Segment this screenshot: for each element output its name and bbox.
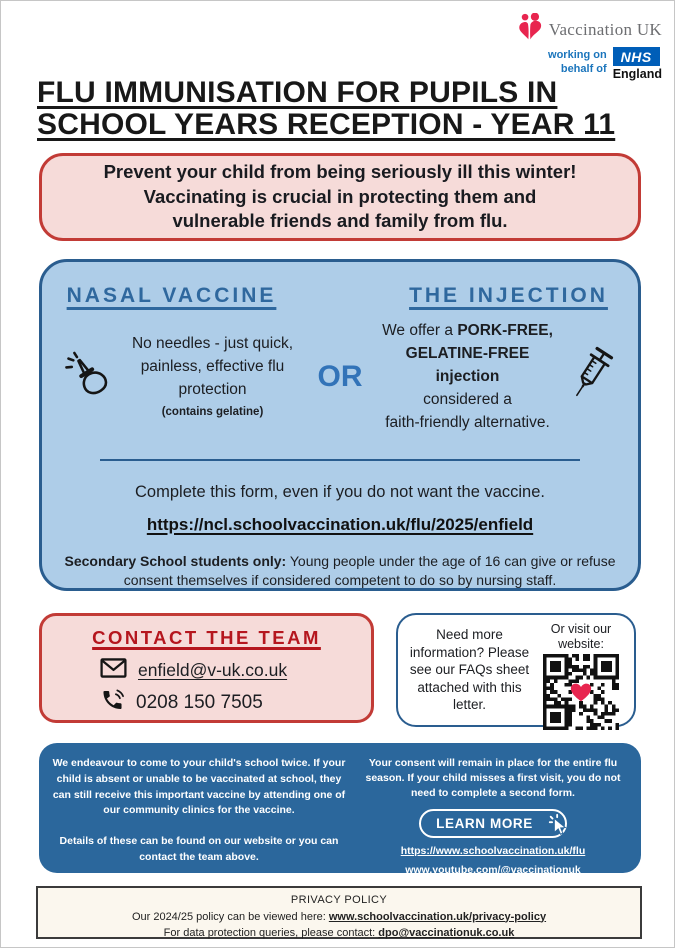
cursor-icon (547, 813, 571, 843)
consent-form-link[interactable]: https://ncl.schoolvaccination.uk/flu/2025/enfield (146, 514, 534, 534)
gelatine-note: (contains gelatine) (161, 406, 264, 419)
panel-youtube-link[interactable]: www.youtube.com/@vaccinationuk (405, 864, 581, 877)
or-label: OR (317, 360, 363, 394)
qr-code[interactable] (543, 654, 619, 730)
privacy-line-2: For data protection queries, please contact: dpo@vaccinationuk.co.uk (163, 927, 515, 939)
learn-more-button[interactable]: LEARN MORE (419, 809, 567, 839)
divider (100, 459, 580, 461)
panel-website-link[interactable]: https://www.schoolvaccination.uk/flu (400, 845, 586, 858)
panel-right-paragraph: Your consent will remain in place for the entire flu season. If your child misses a first visit, you do not need to complete a second form. (365, 757, 621, 800)
heart-logo-icon (515, 13, 545, 46)
nasal-spray-icon (58, 338, 122, 416)
injection-description: We offer a PORK-FREE, GELATINE-FREE injection considered a faith-friendly alternative. (382, 322, 553, 431)
page-title (37, 77, 649, 142)
privacy-policy-link[interactable]: www.schoolvaccination.uk/privacy-policy (328, 910, 547, 923)
header-logo (484, 13, 662, 81)
privacy-policy-box (36, 886, 642, 939)
nhs-logo-box: NHS (613, 47, 660, 66)
faq-box (396, 613, 636, 727)
page-title-line1: FLU IMMUNISATION FOR PUPILS IN (37, 76, 558, 109)
form-instruction: Complete this form, even if you do not want the vaccine. (135, 482, 545, 501)
injection-heading: THE INJECTION (409, 284, 608, 307)
contact-phone[interactable]: 0208 150 7505 (136, 692, 263, 713)
page-title-line2: SCHOOL YEARS RECEPTION - YEAR 11 (37, 108, 616, 142)
panel-left-paragraph-1: We endeavour to come to your child's school twice. If your child is absent or unable to be vaccinated at school, they can still receive this important vaccine by attending one of our community clinics for the vaccine. (52, 757, 346, 817)
nhs-logo (613, 47, 662, 81)
consent-note: Secondary School students only: Young people under the age of 16 can give or refuse consent themselves if considered competent to do so by nursing staff. (64, 552, 616, 588)
syringe-icon (558, 336, 622, 418)
privacy-title: PRIVACY POLICY (290, 894, 388, 906)
dpo-email-link[interactable]: dpo@vaccinationuk.co.uk (378, 927, 515, 939)
brand-name: Vaccination UK (548, 19, 662, 39)
nasal-vaccine-description: No needles - just quick, painless, effective flu protection (contains gelatine) (122, 333, 303, 421)
info-panel (39, 743, 641, 877)
nasal-vaccine-heading: NASAL VACCINE (66, 284, 277, 307)
panel-left-paragraph-2: Details of these can be found on our website or you can contact the team above. (59, 835, 339, 863)
vaccine-options-box (39, 259, 641, 591)
faq-info-text: Need more information? Please see our FAQs sheet attached with this letter. (409, 627, 530, 713)
nhs-region-label: England (612, 67, 662, 81)
contact-box (39, 613, 374, 723)
envelope-icon (100, 658, 127, 683)
contact-title: CONTACT THE TEAM (92, 627, 321, 648)
alert-box (39, 153, 641, 241)
alert-line: vulnerable friends and family from flu. (172, 210, 508, 232)
website-label: Or visit our website: (550, 622, 612, 651)
alert-line: Vaccinating is crucial in protecting them and (143, 185, 537, 207)
contact-email-link[interactable]: enfield@v-uk.co.uk (138, 660, 288, 680)
privacy-line-1: Our 2024/25 policy can be viewed here: www.schoolvaccination.uk/privacy-policy (131, 910, 547, 923)
phone-icon (100, 688, 125, 718)
nhs-tagline: working on behalf of (548, 49, 607, 75)
alert-line: Prevent your child from being seriously ill this winter! (103, 160, 577, 182)
